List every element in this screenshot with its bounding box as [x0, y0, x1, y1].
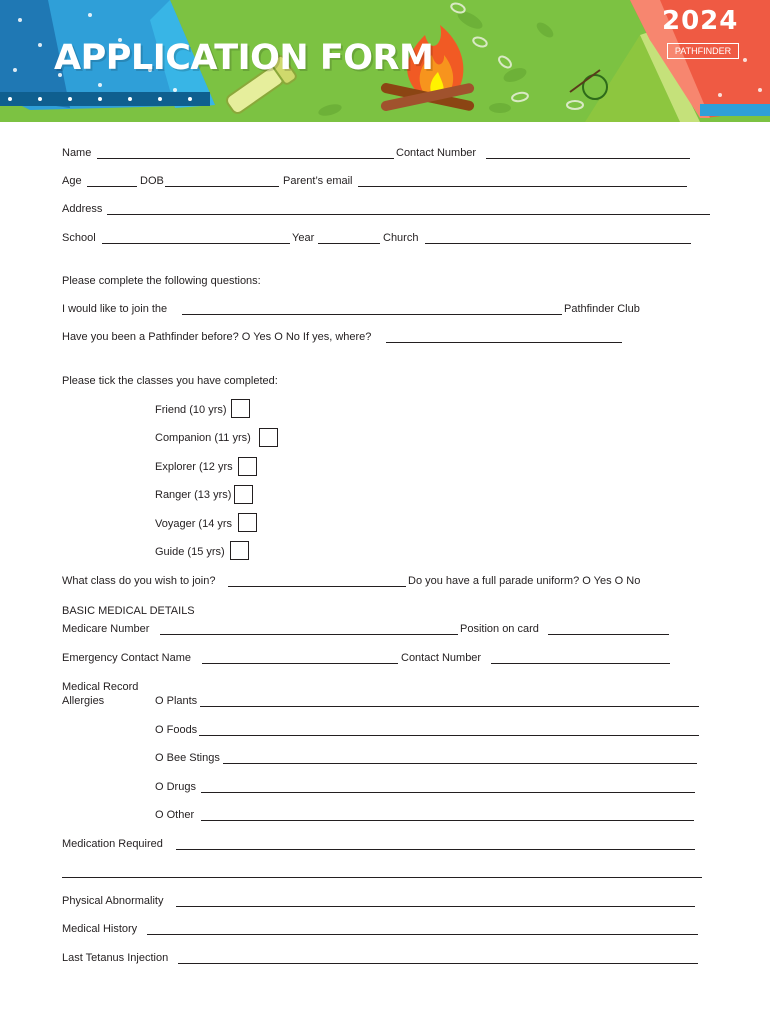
allergy-drugs-label: O Drugs [155, 781, 196, 793]
medical-record-label: Medical Record [62, 681, 139, 693]
allergy-foods-label: O Foods [155, 724, 198, 736]
allergy-bee-stings-label: O Bee Stings [155, 752, 220, 764]
join-class-label: What class do you wish to join? [62, 575, 216, 587]
year-label-field: Year [292, 232, 315, 244]
parents-email-field[interactable] [358, 186, 687, 187]
emergency-name-field[interactable] [202, 663, 398, 664]
uniform-question: Do you have a full parade uniform? O Yes O No [408, 575, 641, 587]
medicare-field[interactable] [160, 634, 458, 635]
medication-field[interactable] [176, 849, 695, 850]
allergy-drugs-field[interactable] [201, 792, 695, 793]
class-guide-checkbox[interactable] [230, 541, 249, 560]
club-name-field[interactable] [182, 314, 562, 315]
allergy-other-label: O Other [155, 809, 195, 821]
allergy-plants-field[interactable] [200, 706, 699, 707]
where-field[interactable] [386, 342, 622, 343]
name-label: Name [62, 147, 92, 159]
medication-field-line-2[interactable] [62, 877, 702, 878]
tetanus-field[interactable] [178, 963, 698, 964]
position-on-card-label: Position on card [460, 623, 539, 635]
class-voyager-label: Voyager (14 yrs [155, 518, 233, 530]
medication-label: Medication Required [62, 838, 163, 850]
age-field[interactable] [87, 186, 137, 187]
emergency-name-label: Emergency Contact Name [62, 652, 191, 664]
address-field[interactable] [107, 214, 710, 215]
allergy-other-field[interactable] [201, 820, 694, 821]
form-title: APPLICATION FORM [54, 38, 434, 78]
medicare-label: Medicare Number [62, 623, 150, 635]
parents-email-label: Parent’s email [283, 175, 353, 187]
church-label: Church [383, 232, 419, 244]
school-label: School [62, 232, 96, 244]
class-explorer-label: Explorer (12 yrs [155, 461, 233, 473]
physical-abnormality-label: Physical Abnormality [62, 895, 164, 907]
class-voyager-checkbox[interactable] [238, 513, 257, 532]
join-club-prefix: I would like to join the [62, 303, 168, 315]
age-label: Age [62, 175, 82, 187]
name-field[interactable] [97, 158, 394, 159]
join-club-suffix: Pathfinder Club [564, 303, 640, 315]
tetanus-label: Last Tetanus Injection [62, 952, 169, 964]
medical-heading: BASIC MEDICAL DETAILS [62, 605, 195, 617]
class-explorer-checkbox[interactable] [238, 457, 257, 476]
church-field[interactable] [425, 243, 691, 244]
year-label: 2024 [662, 6, 739, 36]
medical-history-field[interactable] [147, 934, 698, 935]
allergy-plants-label: O Plants [155, 695, 198, 707]
class-friend-checkbox[interactable] [231, 399, 250, 418]
been-before-question: Have you been a Pathfinder before? O Yes O No If yes, where? [62, 331, 372, 343]
classes-intro: Please tick the classes you have completed: [62, 375, 278, 387]
school-field[interactable] [102, 243, 290, 244]
class-friend-label: Friend (10 yrs) [155, 404, 227, 416]
class-ranger-checkbox[interactable] [234, 485, 253, 504]
year-field[interactable] [318, 243, 380, 244]
contact-number-label: Contact Number [396, 147, 477, 159]
emergency-number-field[interactable] [491, 663, 670, 664]
pathfinder-badge: PATHFINDER [667, 43, 739, 59]
allergy-foods-field[interactable] [199, 735, 699, 736]
allergy-bee-stings-field[interactable] [223, 763, 697, 764]
class-companion-label: Companion (11 yrs) [155, 432, 251, 444]
class-companion-checkbox[interactable] [259, 428, 278, 447]
dob-field[interactable] [165, 186, 279, 187]
class-guide-label: Guide (15 yrs) [155, 546, 225, 558]
physical-abnormality-field[interactable] [176, 906, 695, 907]
allergies-label: Allergies [62, 695, 105, 707]
dob-label: DOB [140, 175, 164, 187]
questions-intro: Please complete the following questions: [62, 275, 261, 287]
emergency-number-label: Contact Number [401, 652, 482, 664]
medical-history-label: Medical History [62, 923, 138, 935]
address-label: Address [62, 203, 103, 215]
join-class-field[interactable] [228, 586, 406, 587]
position-on-card-field[interactable] [548, 634, 669, 635]
header-banner [0, 0, 770, 122]
contact-number-field[interactable] [486, 158, 690, 159]
class-ranger-label: Ranger (13 yrs) [155, 489, 232, 501]
